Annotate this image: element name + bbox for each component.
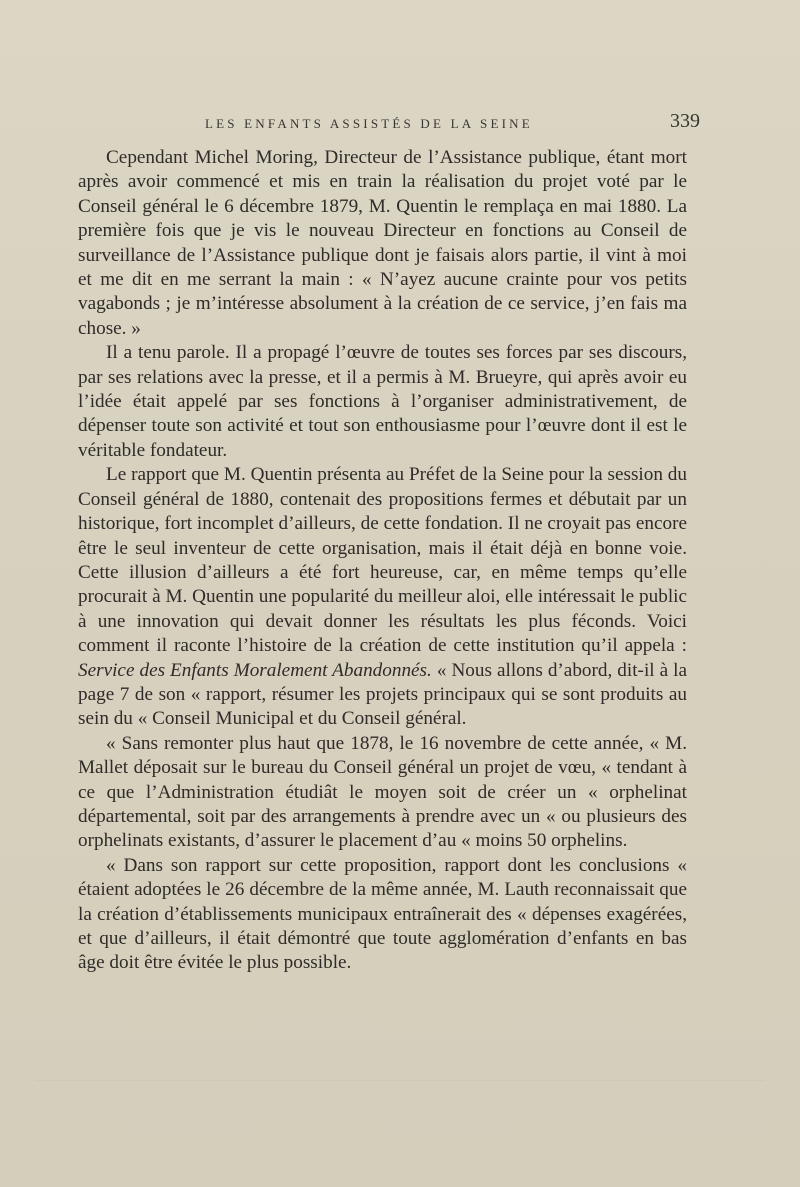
body-text xyxy=(78,146,687,976)
paragraph-4: « Sans remonter plus haut que 1878, le 16 novembre de cette année, « M. Mallet déposait sur le bureau du Conseil général un projet de vœu, « tendant à ce que l’Administration étudiât le moyen soit de créer un « orphelinat départemental, soit par des arrangements à prendre avec un « ou plusieurs des orphelinats existants, d’assurer le placement d’au « moins 50 orphelins. xyxy=(78,732,687,852)
bottom-edge-line xyxy=(35,1080,765,1081)
paragraph-3 xyxy=(78,463,687,731)
paragraph-5: « Dans son rapport sur cette proposition, rapport dont les conclusions « étaient adoptées le 26 décembre de la même année, M. Lauth reconnaissait que la création d’établissements municipaux entraînerait des « dépenses exagérées, et que d’ailleurs, il était démontré que toute agglomération d’enfants en bas âge doit être évitée le plus possible. xyxy=(78,854,687,974)
paragraph-2: Il a tenu parole. Il a propagé l’œuvre de toutes ses forces par ses discours, par ses relations avec la presse, et il a permis à M. Brueyre, qui après avoir eu l’idée était appelé par ses fonctions à l’organiser administrativement, de dépenser toute son activité et tout son enthousiasme pour l’œuvre dont il est le véritable fondateur. xyxy=(78,342,687,461)
paragraph-1: Cependant Michel Moring, Directeur de l’Assistance publique, étant mort après avoir commencé et mis en train la réalisation du projet voté par le Conseil général le 6 décembre 1879, M. Quentin le remplaça en mai 1880. La première fois que je vis le nouveau Directeur en fonctions au Conseil de surveillance de l’Assistance publique dont je faisais alors partie, il vint à moi et me dit en me serrant la main : « N’ayez aucune crainte pour vos petits vagabonds ; je m’intéresse absolument à la création de ce service, j’en fais ma chose. » xyxy=(78,147,687,339)
paragraph-3-quote-start: « Nous allons d’abord, dit-il à la page 7 de son « rapport, résumer les projets principaux qui se sont produits au sein du « Conseil Municipal et du Conseil général. xyxy=(78,659,688,730)
page-number: 339 xyxy=(670,110,700,132)
service-name-italic: Service des Enfants Moralement Abandonnés. xyxy=(78,659,432,681)
running-title: LES ENFANTS ASSISTÉS DE LA SEINE xyxy=(205,116,533,131)
page-header xyxy=(80,110,700,138)
paragraph-3-text: Le rapport que M. Quentin présenta au Préfet de la Seine pour la session du Conseil général de 1880, contenait des propositions fermes et débutait par un historique, fort incomplet d’ailleurs, de cette fondation. Il ne croyait pas encore être le seul inventeur de cette organisation, mais il était déjà en bonne voie. Cette illusion d’ailleurs a été fort heureuse, car, en même temps qu’elle procurait à M. Quentin une popularité du meilleur aloi, elle intéressait le public à une innovation qui devait donner les résultats les plus féconds. Voici comment il raconte l’histoire de la création de cette institution qu’il appela : xyxy=(78,464,687,657)
